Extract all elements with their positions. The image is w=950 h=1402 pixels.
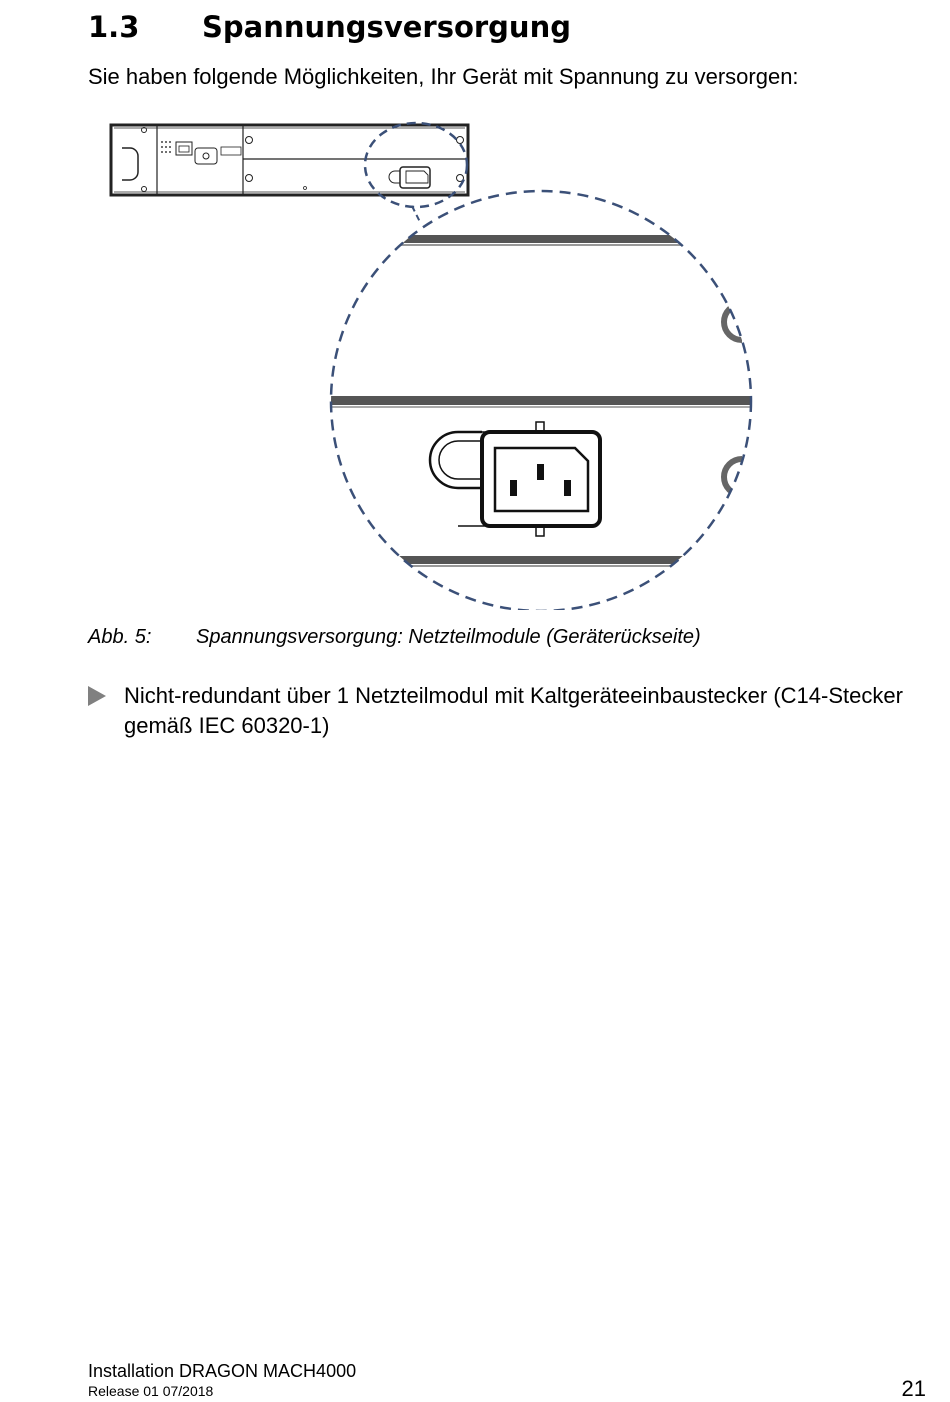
- device-chassis: [111, 125, 468, 195]
- power-supply-figure: [100, 110, 780, 610]
- page-number: 21: [901, 1376, 926, 1401]
- led-dots: [161, 141, 171, 153]
- callout-leader: [412, 206, 420, 222]
- bullet-text: Nicht-redundant über 1 Netzteilmodul mit Kaltgeräteeinbaustecker (C14-Stecker gemäß IEC 60320-1): [124, 683, 903, 738]
- figure-caption-text: Spannungsversorgung: Netzteilmodule (Geräterückseite): [196, 626, 701, 648]
- section-title: Spannungsversorgung: [202, 10, 571, 44]
- section-heading: [88, 10, 571, 44]
- figure-label: Abb. 5:: [88, 626, 152, 648]
- c14-pins: [510, 464, 571, 496]
- figure-caption: [88, 626, 701, 649]
- footer-title: Installation DRAGON MACH4000: [88, 1361, 357, 1381]
- magnified-detail: [330, 235, 770, 567]
- section-number: 1.3: [88, 10, 140, 44]
- bullet-item: [88, 681, 938, 741]
- footer-release: Release 01 07/2018: [88, 1383, 214, 1399]
- device-rear-illustration: [100, 110, 780, 610]
- intro-text: Sie haben folgende Möglichkeiten, Ihr Gerät mit Spannung zu versorgen:: [88, 64, 799, 89]
- bullet-arrow-icon: [88, 686, 106, 706]
- c14-inlet: [430, 422, 600, 536]
